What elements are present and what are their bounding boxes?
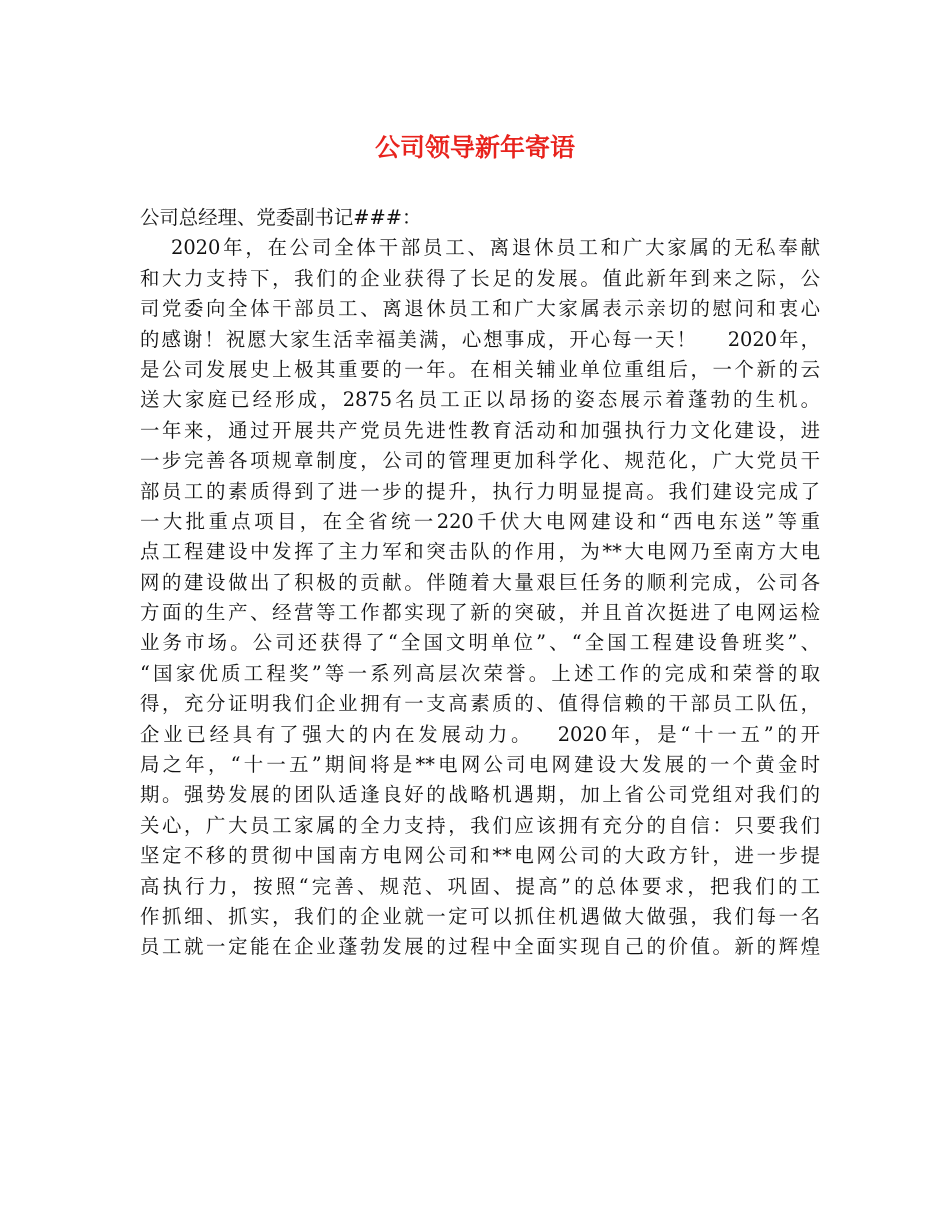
body-line: 坚定不移的贯彻中国南方电网公司和**电网公司的大政方针，进一步提 [140,844,820,868]
body-line: 方面的生产、经营等工作都实现了新的突破，并且首次挺进了电网运检 [140,601,820,625]
body-line: 业务市场。公司还获得了“全国文明单位”、“全国工程建设鲁班奖”、 [140,631,820,655]
document-title: 公司领导新年寄语 [374,133,575,162]
body-line: 企业已经具有了强大的内在发展动力。 2020年，是“十一五”的开 [140,722,820,746]
body-line: 得，充分证明我们企业拥有一支高素质的、值得信赖的干部员工队伍， [140,692,820,716]
body-line: 关心，广大员工家属的全力支持，我们应该拥有充分的自信：只要我们 [140,813,820,837]
body-line: 员工就一定能在企业蓬勃发展的过程中全面实现自己的价值。新的辉煌 [140,935,820,959]
body-line: 是公司发展史上极其重要的一年。在相关辅业单位重组后，一个新的云 [140,357,820,381]
body-line: 和大力支持下，我们的企业获得了长足的发展。值此新年到来之际，公 [140,266,820,290]
body-line: 点工程建设中发挥了主力军和突击队的作用，为**大电网乃至南方大电 [140,540,820,564]
body-line: 2020年，在公司全体干部员工、离退休员工和广大家属的无私奉献 [171,236,820,260]
body-line: 期。强势发展的团队适逢良好的战略机遇期，加上省公司党组对我们的 [140,783,820,807]
document-body [140,203,820,963]
body-line: 送大家庭已经形成，2875名员工正以昂扬的姿态展示着蓬勃的生机。 [140,388,820,412]
body-line: 网的建设做出了积极的贡献。伴随着大量艰巨任务的顺利完成，公司各 [140,570,820,594]
body-line: 部员工的素质得到了进一步的提升，执行力明显提高。我们建设完成了 [140,479,820,503]
salutation-line: 公司总经理、党委副书记###： [140,206,422,229]
body-line: 的感谢！祝愿大家生活幸福美满，心想事成，开心每一天！ 2020年， [140,327,820,351]
body-line: 司党委向全体干部员工、离退休员工和广大家属表示亲切的慰问和衷心 [140,297,820,321]
body-line: 一年来，通过开展共产党员先进性教育活动和加强执行力文化建设，进 [140,418,820,442]
body-line: 高执行力，按照“完善、规范、巩固、提高”的总体要求，把我们的工 [140,874,820,898]
body-line: 作抓细、抓实，我们的企业就一定可以抓住机遇做大做强，我们每一名 [140,904,820,928]
body-line: 一大批重点项目，在全省统一220千伏大电网建设和“西电东送”等重 [140,509,820,533]
body-line: 一步完善各项规章制度，公司的管理更加科学化、规范化，广大党员干 [140,449,820,473]
body-line: “国家优质工程奖”等一系列高层次荣誉。上述工作的完成和荣誉的取 [140,661,820,685]
body-line: 局之年，“十一五”期间将是**电网公司电网建设大发展的一个黄金时 [140,753,820,777]
